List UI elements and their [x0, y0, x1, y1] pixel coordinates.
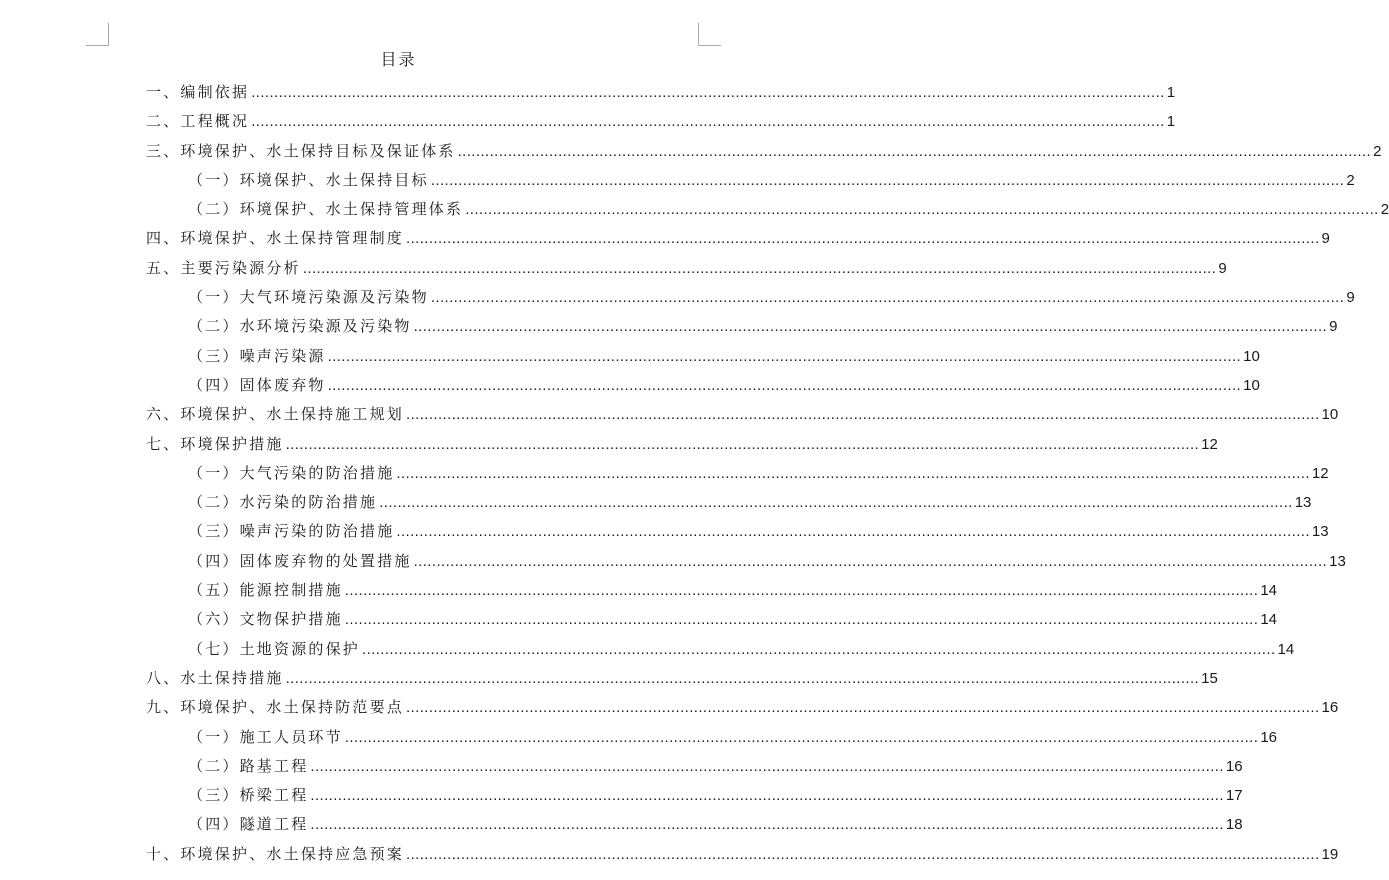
- toc-entry[interactable]: [146, 664, 1218, 693]
- toc-dot-leader: ........................................................................................................................................................................................................: [285, 669, 1200, 687]
- toc-entry[interactable]: [146, 283, 1355, 312]
- toc-entry-title[interactable]: （七）土地资源的保护: [188, 639, 361, 658]
- toc-page-number: 16: [1225, 757, 1243, 775]
- toc-entry-title[interactable]: 三、环境保护、水土保持目标及保证体系: [146, 141, 456, 160]
- table-of-contents: [146, 78, 1389, 869]
- toc-entry[interactable]: [146, 605, 1277, 634]
- toc-entry[interactable]: [146, 137, 1382, 166]
- toc-entry-title[interactable]: 七、环境保护措施: [146, 434, 284, 453]
- toc-dot-leader: ........................................................................................................................................................................................................: [430, 289, 1345, 307]
- toc-page-number: 10: [1321, 406, 1339, 424]
- toc-page-number: 14: [1277, 640, 1295, 658]
- toc-dot-leader: ........................................................................................................................................................................................................: [251, 84, 1165, 101]
- toc-entry-title[interactable]: （一）环境保护、水土保持目标: [188, 170, 429, 189]
- toc-entry-title[interactable]: 六、环境保护、水土保持施工规划: [146, 405, 405, 424]
- toc-dot-leader: ........................................................................................................................................................................................................: [251, 113, 1165, 131]
- toc-dot-leader: ........................................................................................................................................................................................................: [406, 845, 1320, 863]
- toc-dot-leader: ........................................................................................................................................................................................................: [396, 464, 1310, 482]
- toc-entry[interactable]: [146, 723, 1277, 752]
- toc-entry-title[interactable]: 四、环境保护、水土保持管理制度: [146, 229, 405, 248]
- toc-entry[interactable]: [146, 195, 1389, 224]
- toc-entry-title[interactable]: （三）桥梁工程: [188, 786, 309, 805]
- toc-entry-title[interactable]: （三）噪声污染的防治措施: [188, 522, 395, 541]
- toc-entry-title[interactable]: （二）路基工程: [188, 756, 309, 775]
- toc-page-number: 13: [1311, 523, 1329, 541]
- toc-entry[interactable]: [146, 107, 1176, 136]
- toc-entry[interactable]: [146, 312, 1338, 341]
- toc-entry-title[interactable]: （三）噪声污染源: [188, 346, 326, 365]
- toc-page-number: 1: [1166, 84, 1176, 101]
- toc-entry[interactable]: [146, 547, 1346, 576]
- toc-dot-leader: ........................................................................................................................................................................................................: [406, 230, 1320, 248]
- toc-entry[interactable]: [146, 517, 1329, 546]
- margin-corner-mark-top-left: [86, 23, 109, 46]
- toc-entry-title[interactable]: （二）环境保护、水土保持管理体系: [188, 200, 464, 219]
- toc-page-number: 16: [1321, 699, 1339, 717]
- toc-dot-leader: ........................................................................................................................................................................................................: [302, 259, 1217, 277]
- toc-entry-title[interactable]: （二）水环境污染源及污染物: [188, 317, 412, 336]
- toc-dot-leader: ........................................................................................................................................................................................................: [457, 142, 1372, 160]
- toc-entry[interactable]: [146, 459, 1329, 488]
- toc-page-number: 1: [1166, 113, 1176, 131]
- toc-entry-title[interactable]: 一、编制依据: [146, 83, 250, 101]
- toc-entry[interactable]: [146, 781, 1243, 810]
- toc-page-number: 2: [1380, 201, 1389, 219]
- toc-entry[interactable]: [146, 840, 1339, 869]
- toc-entry-title[interactable]: 九、环境保护、水土保持防范要点: [146, 698, 405, 717]
- toc-entry[interactable]: [146, 371, 1260, 400]
- toc-entry-title[interactable]: （一）大气污染的防治措施: [188, 463, 395, 482]
- toc-entry[interactable]: [146, 810, 1243, 839]
- toc-page-number: 10: [1243, 347, 1260, 365]
- toc-page-number: 15: [1201, 669, 1218, 687]
- toc-dot-leader: ........................................................................................................................................................................................................: [327, 347, 1242, 365]
- toc-page-number: 2: [1346, 171, 1355, 189]
- toc-entry[interactable]: [146, 752, 1243, 781]
- toc-page-number: 14: [1260, 582, 1277, 600]
- toc-entry-title[interactable]: （四）固体废弃物: [188, 375, 326, 394]
- toc-entry[interactable]: [146, 576, 1277, 605]
- toc-entry[interactable]: [146, 635, 1295, 664]
- toc-entry[interactable]: [146, 488, 1312, 517]
- margin-corner-mark-top-right: [698, 23, 721, 46]
- toc-page-number: 17: [1225, 787, 1243, 805]
- toc-dot-leader: ........................................................................................................................................................................................................: [344, 611, 1259, 629]
- toc-page-number: 13: [1329, 552, 1346, 570]
- toc-dot-leader: ........................................................................................................................................................................................................: [413, 552, 1328, 570]
- toc-entry[interactable]: [146, 78, 1176, 107]
- toc-entry[interactable]: [146, 342, 1260, 371]
- toc-entry-title[interactable]: 五、主要污染源分析: [146, 258, 301, 277]
- toc-entry-title[interactable]: （四）隧道工程: [188, 815, 309, 834]
- toc-entry-title[interactable]: 十、环境保护、水土保持应急预案: [146, 844, 405, 863]
- toc-dot-leader: ........................................................................................................................................................................................................: [379, 494, 1293, 512]
- toc-page-number: 19: [1321, 845, 1339, 863]
- toc-page-number: 9: [1329, 318, 1338, 336]
- toc-dot-leader: ........................................................................................................................................................................................................: [310, 816, 1224, 834]
- toc-page-number: 2: [1373, 142, 1382, 160]
- toc-dot-leader: ........................................................................................................................................................................................................: [310, 787, 1224, 805]
- toc-dot-leader: ........................................................................................................................................................................................................: [406, 406, 1320, 424]
- toc-entry-title[interactable]: （一）大气环境污染源及污染物: [188, 288, 429, 307]
- toc-entry[interactable]: [146, 693, 1339, 722]
- toc-dot-leader: ........................................................................................................................................................................................................: [396, 523, 1310, 541]
- toc-entry[interactable]: [146, 400, 1339, 429]
- toc-page-number: 16: [1260, 728, 1277, 746]
- toc-page-number: 10: [1243, 376, 1260, 394]
- toc-dot-leader: ........................................................................................................................................................................................................: [310, 757, 1224, 775]
- toc-dot-leader: ........................................................................................................................................................................................................: [327, 376, 1242, 394]
- toc-page-number: 12: [1201, 435, 1218, 453]
- toc-entry-title[interactable]: 二、工程概况: [146, 112, 250, 131]
- toc-dot-leader: ........................................................................................................................................................................................................: [344, 728, 1259, 746]
- toc-entry[interactable]: [146, 254, 1227, 283]
- toc-dot-leader: ........................................................................................................................................................................................................: [430, 171, 1345, 189]
- toc-entry[interactable]: [146, 224, 1330, 253]
- toc-page-number: 18: [1225, 816, 1243, 834]
- toc-page-number: 9: [1218, 259, 1227, 277]
- toc-dot-leader: ........................................................................................................................................................................................................: [285, 435, 1200, 453]
- toc-dot-leader: ........................................................................................................................................................................................................: [362, 640, 1276, 658]
- toc-entry[interactable]: [146, 166, 1355, 195]
- toc-dot-leader: ........................................................................................................................................................................................................: [465, 201, 1379, 219]
- toc-page-number: 9: [1346, 289, 1355, 307]
- toc-entry-title[interactable]: （六）文物保护措施: [188, 610, 343, 629]
- toc-dot-leader: ........................................................................................................................................................................................................: [413, 318, 1328, 336]
- toc-title: 目录: [380, 50, 417, 69]
- toc-entry-title[interactable]: （二）水污染的防治措施: [188, 493, 378, 512]
- toc-page-number: 14: [1260, 611, 1277, 629]
- toc-entry-title[interactable]: （四）固体废弃物的处置措施: [188, 551, 412, 570]
- toc-entry-title[interactable]: 八、水土保持措施: [146, 668, 284, 687]
- toc-page-number: 13: [1294, 494, 1312, 512]
- toc-page-number: 9: [1321, 230, 1330, 248]
- toc-entry-title[interactable]: （一）施工人员环节: [188, 727, 343, 746]
- toc-page-number: 12: [1311, 464, 1329, 482]
- toc-entry[interactable]: [146, 430, 1218, 459]
- toc-dot-leader: ........................................................................................................................................................................................................: [344, 582, 1259, 600]
- toc-entry-title[interactable]: （五）能源控制措施: [188, 581, 343, 600]
- toc-dot-leader: ........................................................................................................................................................................................................: [406, 699, 1320, 717]
